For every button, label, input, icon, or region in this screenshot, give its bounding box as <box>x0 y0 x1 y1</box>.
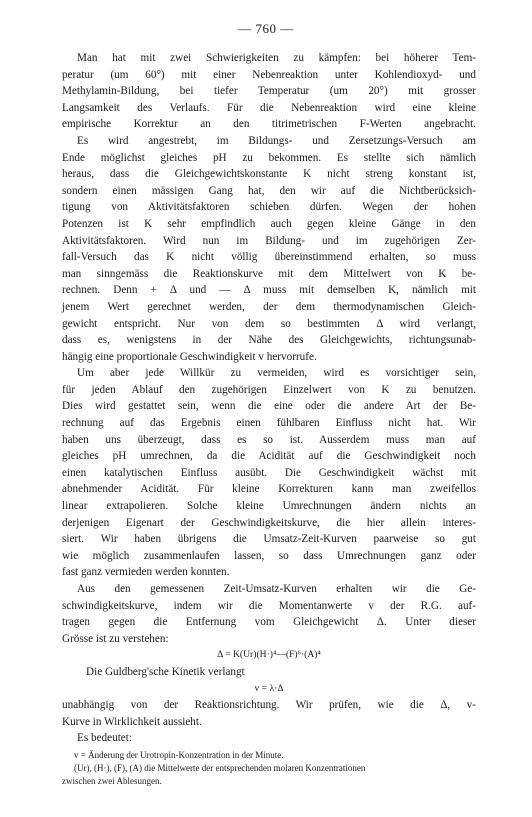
text-line: Um aber jede Willkür zu vermeiden, wird es vorsichtiger sein, <box>77 367 476 380</box>
body-text <box>62 50 476 788</box>
text-line: Dies wird gestattet sein, wenn die eine oder die andere Art der Be- <box>62 400 476 413</box>
text-line: einen katalytischen Einfluss ausübt. Die Geschwindigkeit wächst mit <box>62 466 476 479</box>
text-line: linear extrapolieren. Solche kleine Umrechnungen ändern nichts an <box>62 500 476 513</box>
text-line: tragen gegen die Entfernung vom Gleichgewicht Δ. Unter dieser <box>62 616 476 629</box>
text-line: gleiches pH umrechnen, da die Acidität auf die Geschwindigkeit noch <box>62 450 476 463</box>
text-line: rechnung auf das Ergebnis einen fühlbaren Einfluss nicht hat. Wir <box>62 417 476 430</box>
definition-v: v = Änderung der Urotropin-Konzentration in der Minute. <box>74 749 284 760</box>
text-line: man sinngemäss die Reaktionskurve mit dem Mittelwert von K be- <box>62 267 476 280</box>
text-line: peratur (um 60°) mit einer Nebenreaktion unter Kohlendioxyd- und <box>62 68 476 81</box>
page-number: — 760 — <box>238 21 294 36</box>
text-line: Es wird angestrebt, im Bildungs- und Zersetzungs-Versuch am <box>77 134 476 147</box>
text-line: Aus den gemessenen Zeit-Umsatz-Kurven erhalten wir die Ge- <box>77 583 476 595</box>
text-line: Ende möglichst gleiches pH zu bekommen. Es stellte sich nämlich <box>62 151 476 164</box>
text-line: für jeden Ablauf den zugehörigen Einzelwert von K zu benutzen. <box>62 383 476 396</box>
text-line: unabhängig von der Reaktionsrichtung. Wir prüfen, wie die Δ, v- <box>62 699 476 712</box>
paragraph-4 <box>62 581 476 647</box>
text-line: rechnen. Denn + Δ und — Δ muss mit demselben K, nämlich mit <box>62 284 476 297</box>
text-line: Langsamkeit des Verlaufs. Für die Nebenreaktion wird eine kleine <box>62 101 476 114</box>
text-line: Grösse ist zu verstehen: <box>62 632 169 645</box>
text-line: sondern einen mässigen Gang hat, den wir auf die Nichtberücksich- <box>62 184 476 197</box>
definitions-list <box>62 749 476 788</box>
paragraph-3 <box>62 365 476 581</box>
text-line: haben uns überzeugt, dass es so ist. Ausserdem muss man auf <box>62 433 476 446</box>
definition-concentrations: (Ur), (H·), (F), (A) die Mittelwerte der entsprechenden molaren Konzentrationen <box>74 762 366 773</box>
guldberg-line: Die Guldberg'sche Kinetik verlangt <box>86 665 245 678</box>
text-line: gewicht entspricht. Nur von dem so bestimmten Δ wird verlangt, <box>62 317 476 330</box>
text-line: dass es, wenigstens in der Nähe des Gleichgewichts, richtungsunab- <box>62 334 476 347</box>
text-line: empirische Korrektur an den titrimetrischen F-Werten angebracht. <box>62 118 476 131</box>
text-line: wie möglich zusammenlaufen lassen, so dass Umrechnungen ganz oder <box>62 549 476 562</box>
text-line: derjenigen Eigenart der Geschwindigkeitskurve, die hier allein interes- <box>62 516 476 529</box>
text-line: abnehmender Acidität. Für kleine Korrekturen kann man zweifellos <box>62 483 476 496</box>
text-line: Man hat mit zwei Schwierigkeiten zu kämpfen: bei höherer Tem- <box>77 52 476 64</box>
text-line: siert. Wir haben übrigens die Umsatz-Zeit-Kurven paarweise so gut <box>62 533 476 546</box>
text-line: jenem Wert gerechnet werden, der dem thermodynamischen Gleich- <box>62 300 476 313</box>
formula-velocity: v = λ·Δ <box>254 682 284 694</box>
paragraph-5 <box>62 697 476 730</box>
text-line: Aktivitätsfaktoren. Wird nun im Bildung- und im zugehörigen Zer- <box>62 234 476 247</box>
text-line: tigung von Aktivitätsfaktoren schieben dürfen. Wegen der hohen <box>62 201 476 214</box>
text-line: Potenzen ist K sehr empfindlich auch gegen kleine Gänge in den <box>62 217 476 230</box>
paragraph-1 <box>62 50 476 133</box>
text-line: Methylamin-Bildung, bei tiefer Temperatur (um 20°) mit grosser <box>62 85 476 98</box>
text-line: schwindigkeitskurve, indem wir die Momentanwerte v der R.G. auf- <box>62 599 476 612</box>
text-line: heraus, dass die Gleichgewichtskonstante K nicht streng konstant ist, <box>62 168 476 181</box>
formula-delta: Δ = K(Ur)(H·)⁴—(F)⁶·(A)⁴ <box>217 649 321 661</box>
paragraph-2 <box>62 133 476 365</box>
text-line: Kurve in Wirklichkeit aussieht. <box>62 715 202 728</box>
definitions-heading: Es bedeutet: <box>77 732 132 745</box>
definition-concentrations-cont: zwischen zwei Ablesungen. <box>62 775 162 786</box>
text-line: hängig eine proportionale Geschwindigkeit v hervorrufe. <box>62 350 317 363</box>
text-line: fast ganz vermieden werden konnten. <box>62 566 230 579</box>
text-line: fall-Versuch das K nicht völlig übereinstimmend erhalten, so muss <box>62 251 476 264</box>
